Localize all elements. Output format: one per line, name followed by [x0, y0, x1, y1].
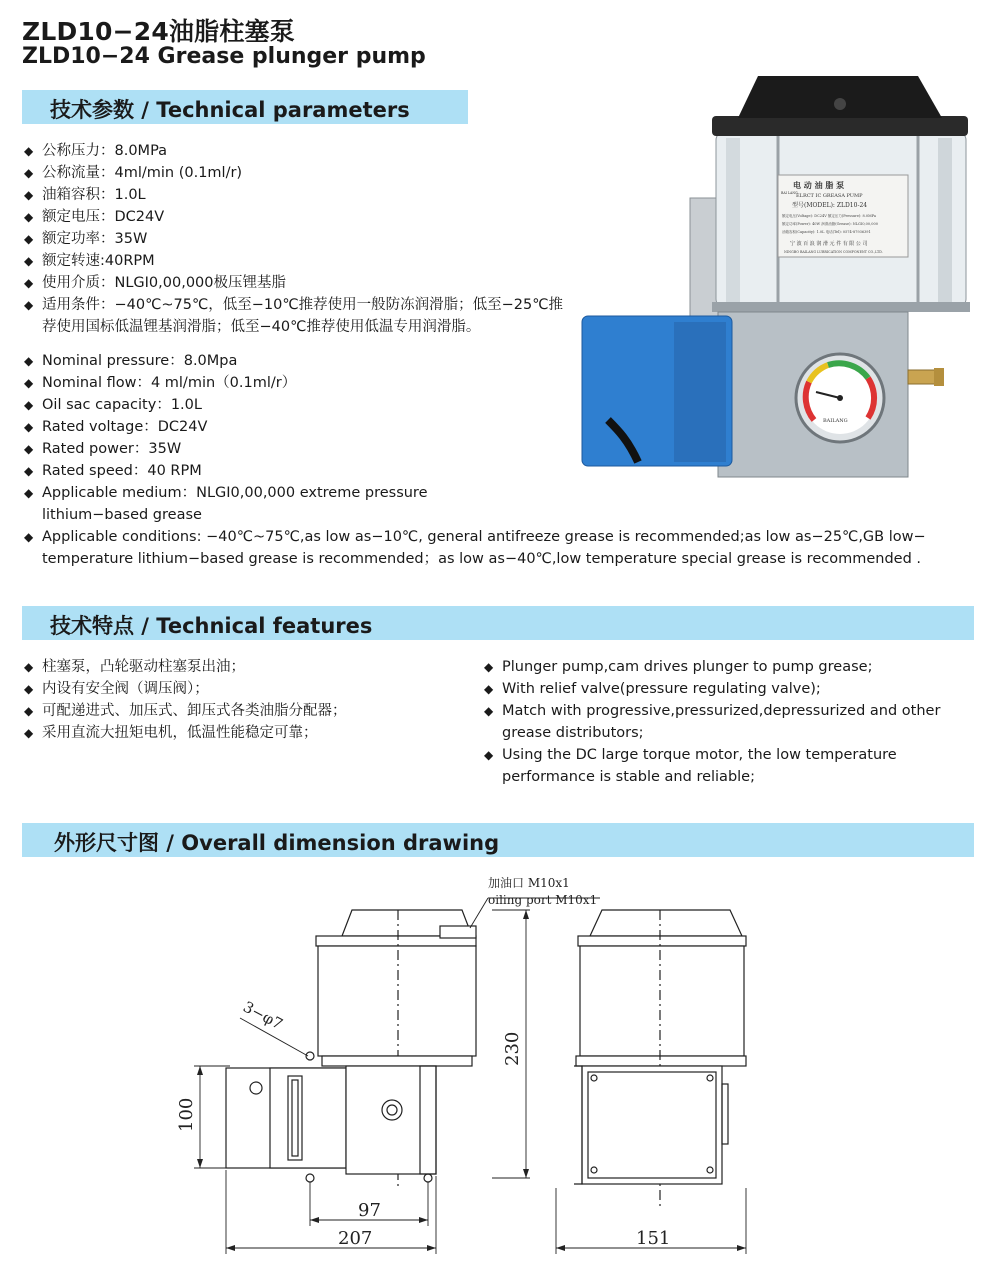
list-item: ◆ Rated voltage：DC24V	[24, 416, 926, 438]
diamond-bullet-icon: ◆	[24, 210, 34, 224]
diamond-bullet-icon: ◆	[484, 660, 494, 674]
dimension-drawing	[170, 870, 960, 1261]
pump-label-subtitle: ELRCT IC GREASA PUMP	[796, 193, 863, 199]
diamond-bullet-icon: ◆	[484, 682, 494, 696]
diamond-bullet-icon: ◆	[24, 530, 34, 544]
list-item: ◆ Rated speed：40 RPM	[24, 460, 926, 482]
list-item: ◆ 公称流量：4ml/min (0.1ml/r)	[24, 162, 563, 184]
diamond-bullet-icon: ◆	[24, 398, 34, 412]
front-view	[226, 910, 476, 1190]
oil-port-cn: 加油口 M10x1	[488, 876, 570, 890]
list-item: ◆ With relief valve(pressure regulating valve);	[484, 678, 954, 700]
list-item: ◆ Rated power：35W	[24, 438, 926, 460]
dim-207: 207	[338, 1228, 373, 1249]
list-item: ◆ 油箱容积：1.0L	[24, 184, 563, 206]
diamond-bullet-icon: ◆	[24, 464, 34, 478]
diamond-bullet-icon: ◆	[24, 232, 34, 246]
section-header-drawing	[22, 823, 974, 857]
list-item: ◆ Plunger pump,cam drives plunger to pump grease;	[484, 656, 954, 678]
list-item: ◆ Nominal flow：4 ml/min（0.1ml/r）	[24, 372, 926, 394]
holes-label: 3−φ7	[240, 997, 286, 1034]
section-title-features: 技术特点 / Technical features	[50, 614, 373, 638]
dim-151: 151	[636, 1228, 671, 1249]
list-item: ◆ 公称压力：8.0MPa	[24, 140, 563, 162]
list-item: ◆ Oil sac capacity：1.0L	[24, 394, 926, 416]
gauge-brand: BAILANG	[823, 418, 848, 424]
black-cap	[738, 76, 942, 118]
diamond-bullet-icon: ◆	[24, 726, 34, 740]
list-item: ◆ Nominal pressure：8.0Mpa	[24, 350, 926, 372]
diamond-bullet-icon: ◆	[24, 144, 34, 158]
diamond-bullet-icon: ◆	[24, 442, 34, 456]
grease-nipple	[908, 370, 938, 384]
list-item: ◆ 额定电压：DC24V	[24, 206, 563, 228]
diamond-bullet-icon: ◆	[24, 298, 34, 312]
diamond-bullet-icon: ◆	[24, 276, 34, 290]
pump-label-line2: 额定功率(Power): 40W 润滑油脂(Grease): NLGI0,00,000	[782, 222, 878, 226]
features-cn-list	[24, 656, 474, 744]
cap-rim	[712, 116, 968, 136]
diamond-bullet-icon: ◆	[24, 682, 34, 696]
section-title-params: 技术参数 / Technical parameters	[50, 98, 410, 122]
diamond-bullet-icon: ◆	[24, 704, 34, 718]
pump-label-line1: 额定电压(Voltage): DC24V 额定压力(Pressure): 8.0MPa	[782, 214, 876, 218]
dim-100: 100	[176, 1097, 197, 1132]
section-title-drawing: 外形尺寸图 / Overall dimension drawing	[54, 831, 500, 855]
pump-label-model: 型号(MODEL): ZLD10-24	[792, 202, 868, 209]
diamond-bullet-icon: ◆	[24, 354, 34, 368]
pump-label-brand: BAI LANG	[781, 191, 798, 195]
dim-230: 230	[502, 1031, 523, 1066]
list-item: ◆ 使用介质：NLGI0,00,000极压锂基脂	[24, 272, 563, 294]
diamond-bullet-icon: ◆	[24, 166, 34, 180]
pump-label-maker-en: NINGBO BAILANG LUBRICATION COMPONENT CO.,LTD.	[784, 250, 883, 254]
side-view	[574, 910, 746, 1210]
list-item: ◆ 额定功率：35W	[24, 228, 563, 250]
diamond-bullet-icon: ◆	[24, 376, 34, 390]
list-item: ◆ 采用直流大扭矩电机，低温性能稳定可靠；	[24, 722, 474, 744]
diamond-bullet-icon: ◆	[24, 486, 34, 500]
list-item: ◆ Match with progressive,pressurized,depressurized and other grease distributors;	[484, 700, 954, 744]
diamond-bullet-icon: ◆	[24, 254, 34, 268]
diamond-bullet-icon: ◆	[24, 420, 34, 434]
list-item: ◆ 额定转速:40RPM	[24, 250, 563, 272]
pump-label-title: 电 动 油 脂 泵	[793, 180, 845, 190]
list-item: ◆ Applicable medium：NLGI0,00,000 extreme pressure lithium−based grease	[24, 482, 926, 526]
page-title-cn: ZLD10−24油脂柱塞泵	[22, 17, 295, 46]
list-item: ◆ 可配递进式、加压式、卸压式各类油脂分配器；	[24, 700, 474, 722]
diamond-bullet-icon: ◆	[484, 704, 494, 718]
list-item: ◆ Using the DC large torque motor, the low temperature performance is stable and reliable;	[484, 744, 954, 788]
diamond-bullet-icon: ◆	[24, 188, 34, 202]
list-item: ◆ Applicable conditions: −40℃~75℃,as low as−10℃, general antifreeze grease is recommended;as low as−25℃,GB low− temperature lithium−based grease is recommended；as low as−40℃,low temperature special grease is recommended .	[24, 526, 926, 570]
pump-label-line3: 油箱容积(Capacity): 1.0L 电话(Tel): 0574-87936391	[782, 230, 871, 234]
list-item: ◆ 柱塞泵，凸轮驱动柱塞泵出油；	[24, 656, 474, 678]
section-header-features	[22, 606, 974, 640]
mounting-bracket	[690, 198, 718, 318]
features-en-list	[484, 656, 954, 788]
diamond-bullet-icon: ◆	[24, 660, 34, 674]
section-header-params	[22, 90, 468, 124]
page-title-en: ZLD10−24 Grease plunger pump	[22, 44, 426, 69]
pump-label-maker: 宁 波 百 浪 润 滑 元 件 有 限 公 司	[790, 241, 868, 247]
list-item: ◆ 内设有安全阀（调压阀）；	[24, 678, 474, 700]
diamond-bullet-icon: ◆	[484, 748, 494, 762]
dim-97: 97	[358, 1200, 381, 1221]
oil-port-en: oiling port M10x1	[488, 893, 598, 907]
list-item: ◆ 适用条件：−40℃~75℃，低至−10℃推荐使用一般防冻润滑脂；低至−25℃推 荐使用国标低温锂基润滑脂；低至−40℃推荐使用低温专用润滑脂。	[24, 294, 563, 338]
pump-photo	[578, 70, 978, 485]
params-cn-list	[24, 140, 563, 338]
